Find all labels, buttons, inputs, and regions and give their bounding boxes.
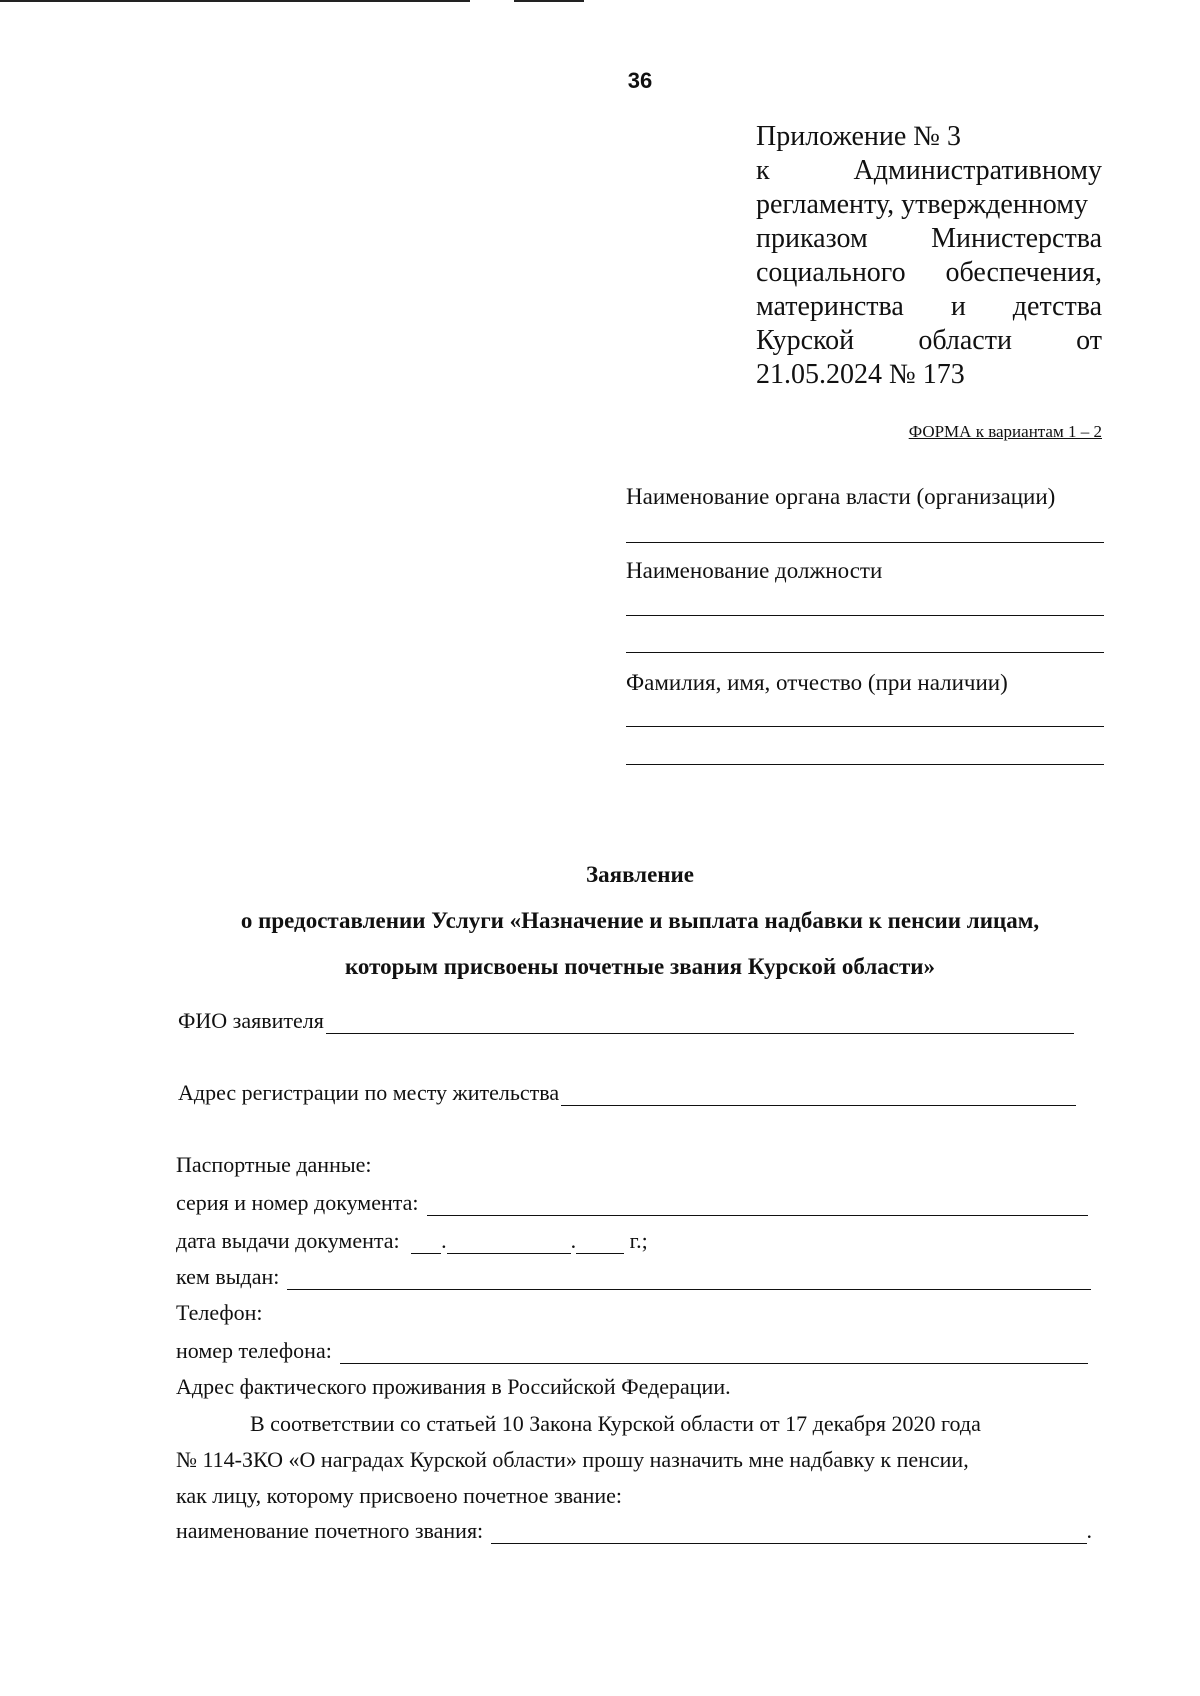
- applicant-name-label: ФИО заявителя: [178, 1008, 324, 1033]
- appendix-word: обеспечения,: [945, 257, 1102, 288]
- appendix-word: материнства: [756, 291, 904, 322]
- position-label-text: Наименование должности: [626, 558, 883, 583]
- position-input-line-2[interactable]: [626, 652, 1104, 653]
- title-line-2: которым присвоены почетные звания Курской области»: [344, 954, 936, 979]
- appendix-line: [756, 358, 1102, 392]
- appendix-word: приказом: [756, 223, 868, 254]
- issued-by-field[interactable]: [176, 1264, 1091, 1290]
- authority-label-text: Наименование органа власти (организации): [626, 484, 1056, 509]
- fullname-label-text: Фамилия, имя, отчество (при наличии): [626, 670, 1008, 695]
- appendix-word: детства: [1012, 291, 1102, 322]
- request-line-1: В соответствии со статьей 10 Закона Курской области от 17 декабря 2020 года: [250, 1411, 981, 1436]
- doc-series-number-label: серия и номер документа:: [176, 1190, 419, 1215]
- appendix-word: 21.05.2024 № 173: [756, 359, 965, 390]
- appendix-line: [756, 256, 1102, 290]
- phone-header: Телефон:: [176, 1300, 263, 1325]
- authority-label: [626, 484, 1104, 510]
- applicant-name-line[interactable]: [326, 1015, 1074, 1034]
- appendix-word: и: [950, 291, 966, 322]
- honorary-title-label: наименование почетного звания:: [176, 1518, 484, 1543]
- issued-by-line[interactable]: [287, 1271, 1091, 1290]
- appendix-line: [756, 222, 1102, 256]
- application-title: [120, 852, 1160, 990]
- appendix-word: регламенту, утвержденному: [756, 189, 1088, 220]
- registration-address-line[interactable]: [561, 1087, 1076, 1106]
- date-month-line[interactable]: [447, 1235, 571, 1254]
- appendix-word: Приложение № 3: [756, 121, 961, 152]
- doc-series-number-field[interactable]: [176, 1190, 1088, 1216]
- form-variant-label: ФОРМА к вариантам 1 – 2: [908, 422, 1102, 441]
- appendix-line: [756, 154, 1102, 188]
- date-separator: .: [441, 1228, 447, 1253]
- page-number: 36: [627, 68, 653, 93]
- honorary-title-field[interactable]: [176, 1518, 1092, 1544]
- appendix-word: Министерства: [931, 223, 1102, 254]
- date-year-line[interactable]: [576, 1235, 624, 1254]
- date-day-line[interactable]: [411, 1235, 441, 1254]
- registration-address-label: Адрес регистрации по месту жительства: [178, 1080, 560, 1105]
- request-line-3: как лицу, которому присвоено почетное звание:: [176, 1483, 623, 1508]
- phone-number-line[interactable]: [340, 1345, 1088, 1364]
- fullname-input-line-1[interactable]: [626, 726, 1104, 727]
- fullname-input-line-2[interactable]: [626, 764, 1104, 765]
- appendix-line: [756, 188, 1102, 222]
- honorary-title-period: .: [1086, 1518, 1092, 1543]
- scan-edge-line: [0, 0, 470, 2]
- appendix-line: [756, 290, 1102, 324]
- appendix-word: области: [918, 325, 1012, 356]
- position-label: [626, 558, 1104, 584]
- appendix-word: к: [756, 155, 770, 186]
- registration-address-field[interactable]: [178, 1080, 1076, 1106]
- honorary-title-line[interactable]: [491, 1525, 1086, 1544]
- passport-header: Паспортные данные:: [176, 1152, 372, 1177]
- fullname-label: [626, 670, 1104, 696]
- appendix-line: [756, 120, 1102, 154]
- applicant-name-field[interactable]: [178, 1008, 1074, 1034]
- appendix-line: [756, 324, 1102, 358]
- doc-issue-date-field[interactable]: [176, 1228, 648, 1254]
- phone-number-field[interactable]: [176, 1338, 1088, 1364]
- appendix-word: социального: [756, 257, 906, 288]
- position-input-line-1[interactable]: [626, 615, 1104, 616]
- date-year-suffix: г.;: [629, 1228, 648, 1253]
- doc-issue-date-label: дата выдачи документа:: [176, 1228, 400, 1253]
- doc-series-number-line[interactable]: [427, 1197, 1088, 1216]
- authority-input-line[interactable]: [626, 542, 1104, 543]
- scan-edge-line: [514, 0, 584, 2]
- appendix-word: Курской: [756, 325, 855, 356]
- request-line-2: № 114-ЗКО «О наградах Курской области» прошу назначить мне надбавку к пенсии,: [176, 1447, 969, 1472]
- title-heading: Заявление: [585, 862, 695, 887]
- date-separator: .: [570, 1228, 577, 1253]
- request-paragraph: [176, 1406, 1106, 1514]
- appendix-block: [756, 120, 1102, 392]
- issued-by-label: кем выдан:: [176, 1264, 280, 1289]
- appendix-word: от: [1076, 325, 1102, 356]
- title-line-1: о предоставлении Услуги «Назначение и выплата надбавки к пенсии лицам,: [240, 908, 1040, 933]
- phone-number-label: номер телефона:: [176, 1338, 332, 1363]
- actual-address-label: Адрес фактического проживания в Российской Федерации.: [176, 1374, 731, 1399]
- appendix-word: Административному: [853, 155, 1102, 186]
